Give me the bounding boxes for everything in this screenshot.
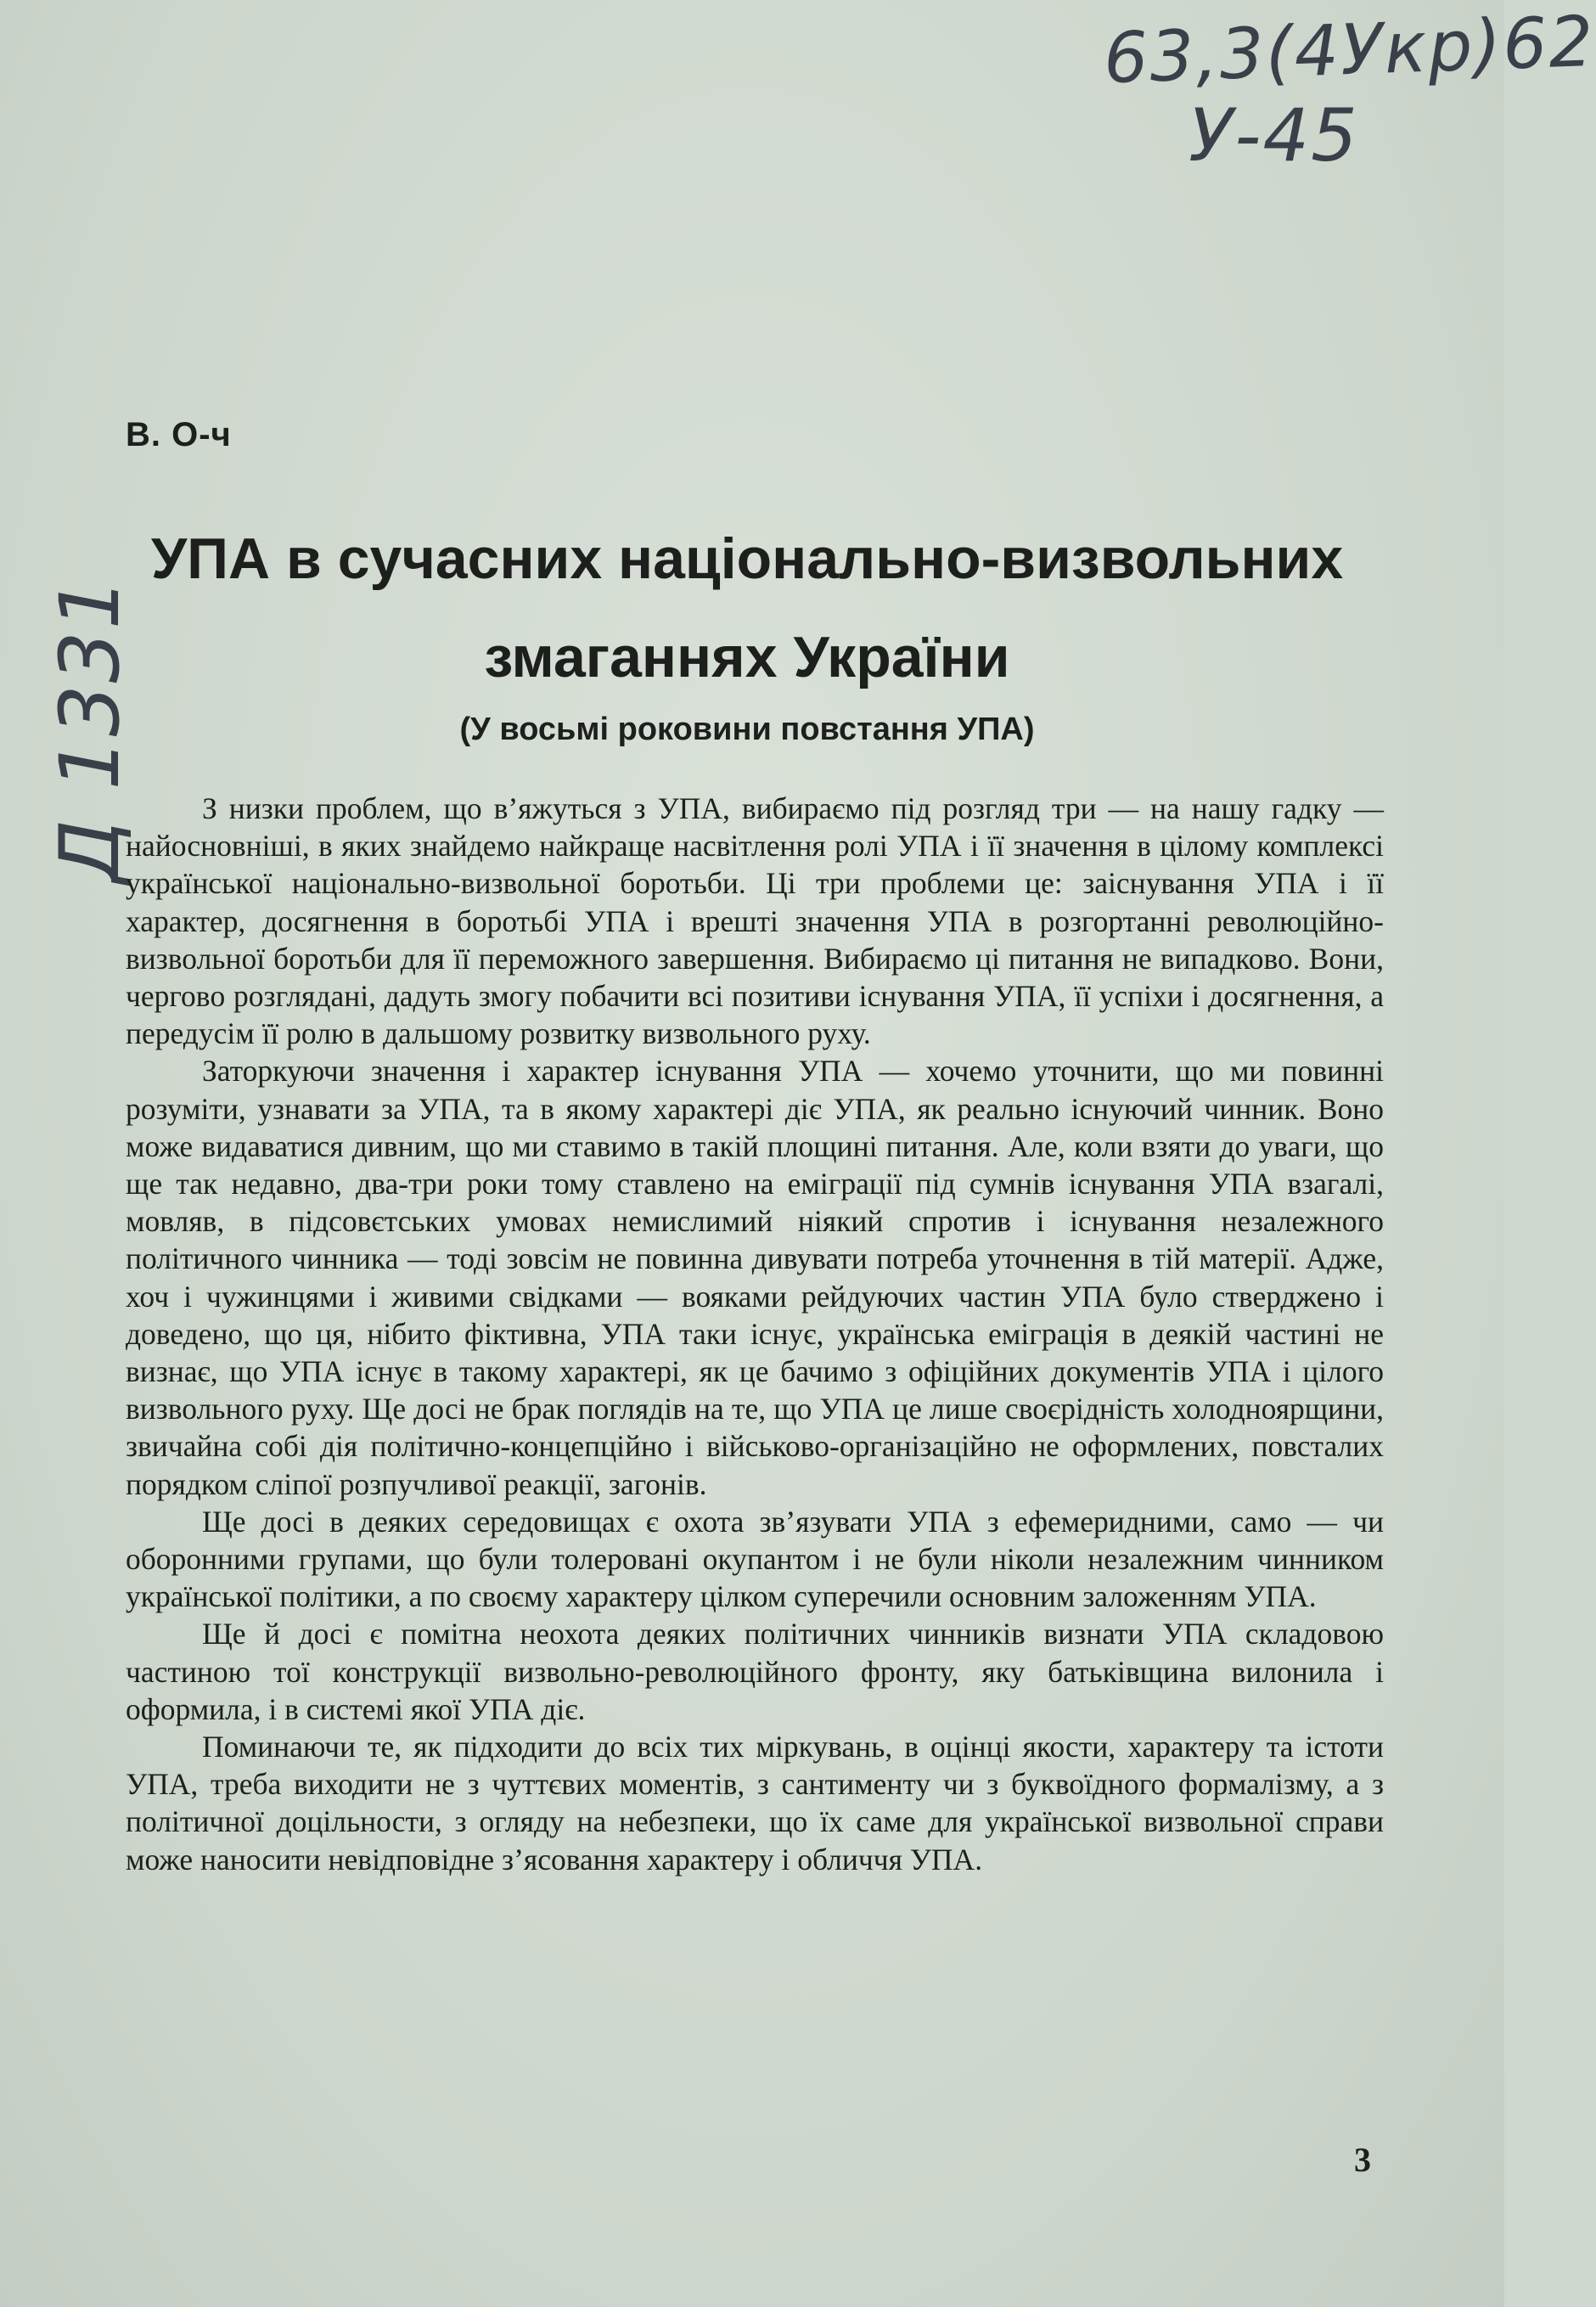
body-paragraph: Поминаючи те, як підходити до всіх тих міркувань, в оцінці якости, характеру та істоти УПА, треба виходити не з чуттєвих моментів, з сантименту чи з буквоїдного формалізму, а з політичної доцільности, з огляду на небезпеки, що їх саме для української визвольної справи може наносити невідповідне з’ясовання характеру і обличчя УПА.	[126, 1730, 1384, 1877]
body-paragraph: З низки проблем, що в’яжуться з УПА, вибираємо під розгляд три — на нашу гадку — найосновніші, в яких знайдемо найкраще насвітлення ролі УПА і її значення в цілому комплексі української національно-визвольної боротьби. Ці три проблеми це: заіснування УПА і її характер, досягнення в боротьбі УПА і врешті значення УПА в розгортанні революційно-визвольної боротьби для її переможного завершення. Вибираємо ці питання не випадково. Вони, черговo розглядані, дадуть змогу побачити всі позитиви існування УПА, її успіхи і досягнення, а передусім її ролю в дальшому розвитку визвольного руху.	[126, 791, 1384, 1051]
body-paragraph: Ще досі в деяких середовищах є охота зв’язувати УПА з ефемеридними, само — чи оборонними групами, що були толеровані окупантом і не були ніколи незалежним чинником української політики, а по своєму характеру цілком суперечили основним заложенням УПА.	[126, 1504, 1384, 1614]
article-body	[126, 790, 1384, 1878]
handwritten-shelf-number: У-45	[1189, 93, 1359, 178]
handwritten-inventory-number: Д 1331	[42, 576, 138, 883]
body-paragraph: Заторкуючи значення і характер існування УПА — хочемо уточнити, що ми повинні розуміти, узнавати за УПА, та в якому характері діє УПА, як реально існуючий чинник. Воно може видаватися дивним, що ми ставимо в такій площині питання. Але, коли взяти до уваги, що ще так недавно, два-три роки тому ставлено на еміграції під сумнів існування УПА взагалі, мовляв, в підсовєтських умовах немислимий ніякий спротив і існування незалежного політичного чинника — тоді зовсім не повинна дивувати потреба уточнення в тій матерії. Адже, хоч і чужинцями і живими свідками — вояками рейдуючих частин УПА було стверджено і доведено, що ця, нібито фіктивна, УПА таки існує, українська еміграція в деякій частині не визнає, що УПА існує в такому характері, як це бачимо з офіційних документів УПА і цілого визвольного руху. Ще досі не брак поглядів на те, що УПА це лише своєрідність холодноярщини, звичайна собі дія політично-концепційно і військово-організаційно не оформлених, повсталих порядком сліпої розпучливої реакції, загонів.	[126, 1054, 1384, 1501]
handwritten-catalog-code: 63,3(4Укр)62	[1102, 1, 1596, 100]
article-subtitle: (У восьмі роковини повстання УПА)	[459, 712, 1035, 747]
article-title-line-2: змаганнях України	[484, 625, 1010, 689]
page-number: 3	[1354, 2141, 1371, 2179]
article-title	[85, 509, 1409, 706]
article-title-line-1: УПА в сучасних національно-визвольних	[150, 526, 1344, 591]
body-paragraph: Ще й досі є помітна неохота деяких політичних чинників визнати УПА складовою частиною тої конструкції визвольно-революційного фронту, яку батьківщина вилонила і оформила, і в системі якої УПА діє.	[126, 1617, 1384, 1726]
author-name: В. О-ч	[126, 416, 232, 453]
